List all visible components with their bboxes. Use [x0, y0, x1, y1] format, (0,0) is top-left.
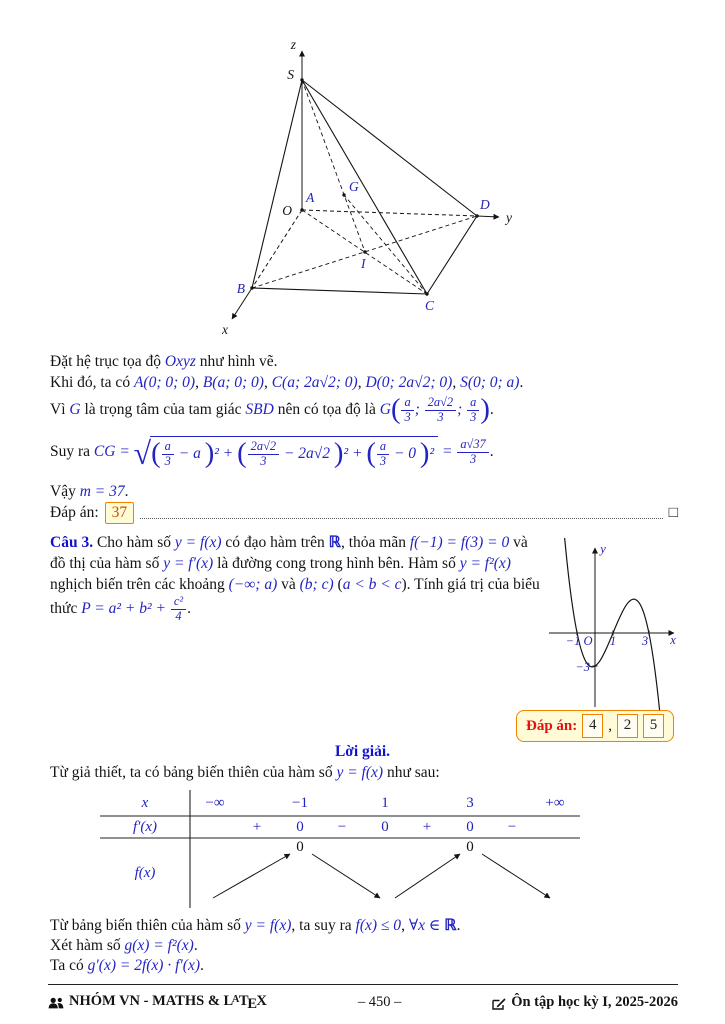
point-label-C: C [425, 298, 435, 313]
answer-label: Đáp án: [50, 503, 99, 521]
users-icon [48, 997, 64, 1009]
footer-right [492, 993, 678, 1012]
bbt-sign: − [337, 818, 347, 835]
bbt-sign: 0 [466, 818, 474, 835]
conclusion-line-3: Ta có g′(x) = 2f(x) · f′(x). [50, 957, 204, 974]
solution-line-2: Khi đó, ta có A(0; 0; 0), B(a; 0; 0), C(a; 2a√2; 0), D(0; 2a√2; 0), S(0; 0; a). [50, 374, 524, 391]
footer-left [48, 992, 267, 1014]
pyramid-figure [195, 35, 515, 347]
answer-digit-cell: 4 [582, 714, 603, 738]
solution-line-1: Đặt hệ trục tọa độ Oxyz như hình vẽ. [50, 353, 278, 370]
graph-origin-label: O [583, 634, 593, 648]
point-label-A: A [306, 190, 315, 205]
bbt-sign: − [507, 818, 517, 835]
conclusion-line-2: Xét hàm số g(x) = f²(x). [50, 937, 198, 954]
answer-digit-cell: 2 [617, 714, 638, 738]
bbt-row-label-fprime: f′(x) [132, 818, 158, 835]
bbt-sign: 0 [296, 818, 304, 835]
edit-icon [492, 997, 506, 1010]
bbt-x-value: −1 [292, 794, 308, 811]
bbt-intro-line: Từ giả thiết, ta có bảng biến thiên của hàm số y = f(x) như sau: [50, 764, 440, 781]
fprime-graph [545, 538, 680, 717]
bbt-x-value: +∞ [545, 794, 565, 811]
point-label-S: S [287, 67, 294, 82]
bbt-zero: 0 [466, 838, 474, 855]
point-label-G: G [349, 179, 359, 194]
solution-heading: Lời giải. [334, 743, 391, 760]
axis-label-z: z [290, 37, 296, 52]
point-label-B: B [236, 281, 245, 296]
point-label-I: I [361, 256, 366, 271]
dotted-leader [140, 507, 662, 519]
bbt-zero: 0 [296, 838, 304, 855]
point-label-D: D [480, 197, 490, 212]
footer-page-number: – 450 – [357, 994, 402, 1011]
solution-line-4: Suy ra CG = √( $\frac{a}{3}$ − a )² + ( $\frac{2a√2}{3}$ − 2a√2 )² + ( $\frac{a}{3}$ − 0 )² = $\frac{a√37}{3}$ . [50, 435, 494, 471]
point-label-O: O [282, 203, 292, 218]
page-footer [48, 992, 678, 1014]
axis-label-y: y [506, 210, 512, 225]
bbt-x-value: 1 [381, 794, 389, 811]
variation-table [100, 790, 580, 908]
answer-digit-cell: 5 [643, 714, 664, 738]
bbt-sign: + [422, 818, 432, 835]
bbt-x-value: −∞ [205, 794, 225, 811]
answer-comma: , [608, 717, 613, 734]
bbt-row-label-x: x [141, 794, 149, 811]
solution-line-3: Vì G là trọng tâm của tam giác SBD nên có tọa độ là G( $\frac{a}{3}$ ; $\frac{2a√2}{3}$ ; $\frac{a}{3}$ ). [50, 392, 494, 425]
graph-ymin-label: −3 [575, 660, 590, 674]
answer-box-cau3 [516, 710, 674, 742]
qed-square: □ [668, 503, 678, 521]
solution-line-5: Vậy m = 37. [50, 483, 129, 500]
footer-right-text: Ôn tập học kỳ I, 2025-2026 [511, 994, 678, 1011]
conclusion-line-1: Từ bảng biến thiên của hàm số y = f(x), ta suy ra f(x) ≤ 0, ∀x ∈ ℝ. [50, 917, 461, 934]
graph-tick-3: 3 [641, 634, 649, 648]
graph-tick-minus1: −1 [565, 634, 581, 648]
axis-label-x: x [222, 322, 228, 337]
graph-xlabel: x [670, 633, 676, 647]
graph-tick-1: 1 [609, 634, 617, 648]
answer-value-box: 37 [105, 502, 135, 524]
bbt-grid-and-arrows [100, 790, 580, 908]
bbt-sign: + [252, 818, 262, 835]
graph-ylabel: y [600, 542, 606, 556]
answer-label-cau3: Đáp án: [526, 717, 578, 734]
bbt-sign: 0 [381, 818, 389, 835]
bbt-x-value: 3 [466, 794, 474, 811]
answer-line [50, 502, 678, 524]
footer-left-text: NHÓM VN - MATHS & $L^ATEX$ [69, 993, 267, 1012]
footer-rule [48, 984, 678, 985]
bbt-row-label-f: f(x) [134, 864, 156, 881]
problem-statement: Câu 3. Cho hàm số y = f(x) có đạo hàm trên ℝ, thỏa mãn f(−1) = f(3) = 0 và đồ thị của hàm số y = f′(x) là đường cong trong hình bên. Hàm số y = f²(x) nghịch biến trên các khoảng (−∞; a) và (b; c) (a < b < c). Tính giá trị của biểu thức P = a² + b² + $\frac{\text{c²}}{4}$ . [50, 534, 540, 624]
